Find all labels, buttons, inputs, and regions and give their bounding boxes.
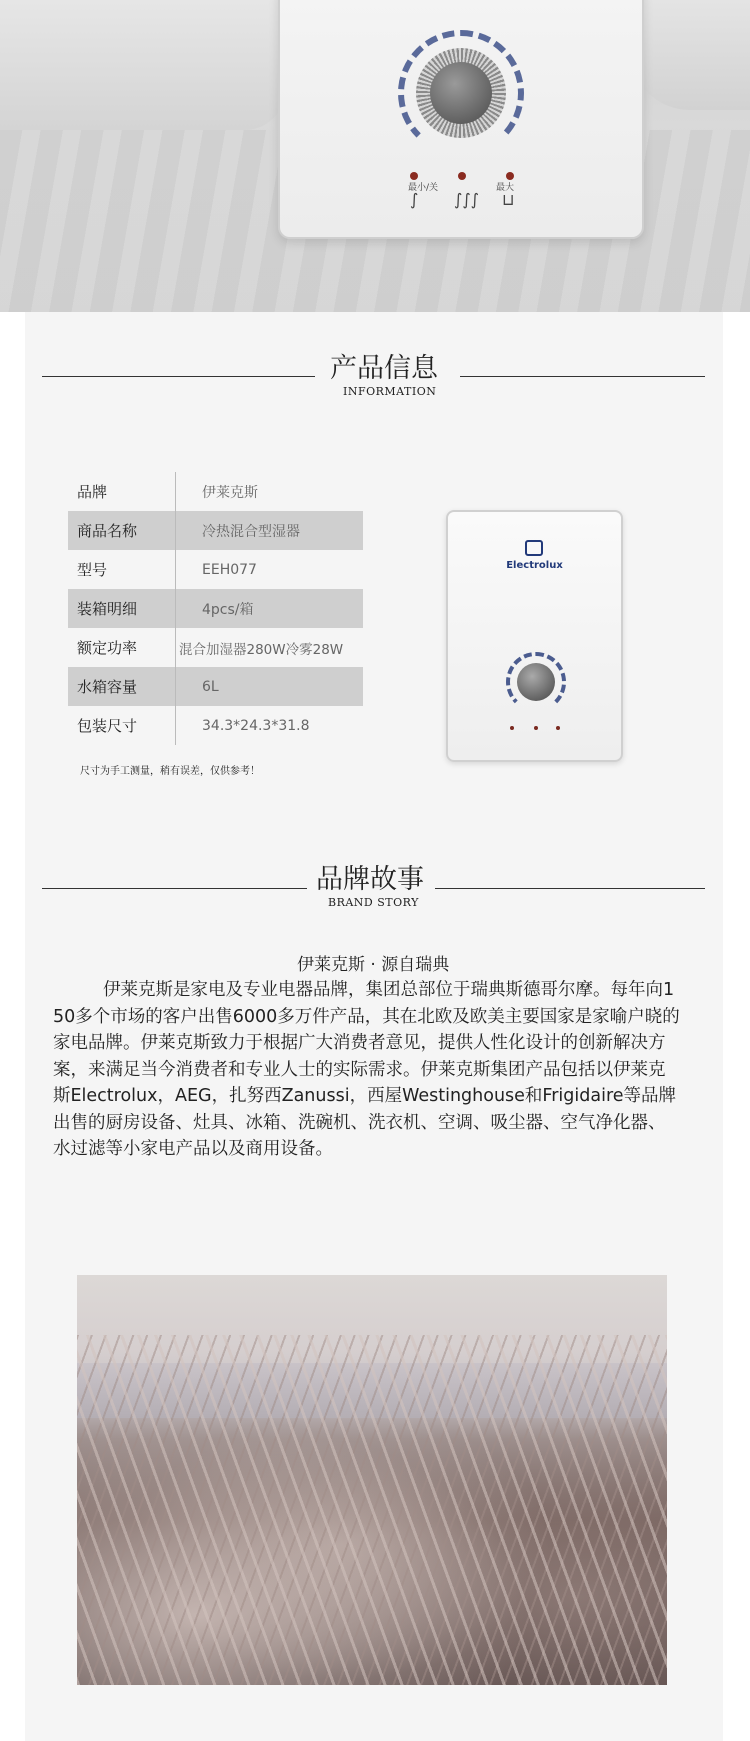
hero-product-photo	[0, 0, 750, 312]
led-3	[506, 172, 514, 180]
spec-row-model	[68, 550, 363, 589]
spec-row-power	[68, 628, 363, 667]
led-1	[410, 172, 418, 180]
info-rule-left	[42, 376, 315, 377]
triple-steam-icon: ∫∫∫	[454, 190, 480, 209]
led-2	[458, 172, 466, 180]
spec-row-tank	[68, 667, 363, 706]
spec-value: 伊莱克斯	[202, 484, 258, 501]
indicator-leds	[410, 172, 520, 182]
spec-label: 商品名称	[68, 511, 176, 550]
product-brand-text: Electrolux	[506, 560, 563, 571]
story-section-subtitle: BRAND STORY	[328, 896, 419, 909]
spec-label: 品牌	[68, 472, 176, 511]
spec-table	[68, 472, 363, 745]
story-heading: 伊莱克斯 · 源自瑞典	[297, 955, 450, 975]
humidifier-front-closeup	[278, 0, 644, 239]
spec-label: 包装尺寸	[68, 706, 176, 745]
spec-label: 水箱容量	[68, 667, 176, 706]
control-dial	[398, 30, 528, 193]
dial-knob	[430, 62, 492, 124]
mode-icons	[400, 190, 530, 210]
spec-value: 6L	[176, 667, 364, 706]
dial-label-max: 最大	[496, 183, 515, 193]
spec-row-name	[68, 511, 363, 550]
spec-row-size	[68, 706, 363, 745]
reed-grass	[77, 1335, 667, 1685]
pillow-right	[630, 0, 750, 110]
spec-value: 混合加湿器280W冷雾28W	[179, 641, 344, 658]
info-rule-right	[460, 376, 705, 377]
reed-grass-photo	[77, 1275, 667, 1685]
steam-wave-icon: ∫	[410, 190, 419, 209]
spec-note: 尺寸为手工测量，稍有误差，仅供参考！	[80, 766, 260, 777]
story-body: 伊莱克斯是家电及专业电器品牌，集团总部位于瑞典斯德哥尔摩。每年向150多个市场的客户出售6000多万件产品，其在北欧及欧美主要国家是家喻户晓的家电品牌。伊莱克斯致力于根据广大消费者意见，提供人性化设计的创新解决方案，来满足当今消费者和专业人士的实际需求。伊莱克斯集团产品包括以伊莱克斯Electrolux，AEG，扎努西Zanussi，西屋Westinghouse和Frigidaire等品牌出售的厨房设备、灶具、冰箱、洗碗机、洗衣机、空调、吸尘器、空气净化器、水过滤等小家电产品以及商用设备。	[53, 980, 680, 1159]
spec-label: 型号	[68, 550, 176, 589]
story-section-title: 品牌故事	[316, 864, 424, 895]
spec-label: 装箱明细	[68, 589, 176, 628]
product-led-2	[534, 726, 538, 730]
dial-label-min: 最小/关	[408, 183, 439, 193]
product-led-1	[510, 726, 514, 730]
product-image	[446, 510, 623, 762]
electrolux-logo-icon	[525, 540, 543, 556]
info-section-subtitle: INFORMATION	[343, 385, 437, 398]
spec-row-packing	[68, 589, 363, 628]
pillow-left	[0, 0, 285, 130]
info-section-title: 产品信息	[330, 353, 438, 384]
product-led-3	[556, 726, 560, 730]
spec-value: EEH077	[202, 561, 257, 578]
spec-value: 34.3*24.3*31.8	[202, 717, 310, 734]
spec-value: 冷热混合型湿器	[176, 511, 364, 550]
spec-row-brand	[68, 472, 363, 511]
water-tank-icon: ⊔	[502, 190, 515, 209]
product-dial-knob	[517, 663, 555, 701]
story-rule-left	[42, 888, 307, 889]
spec-label: 额定功率	[68, 628, 176, 667]
spec-value: 4pcs/箱	[176, 589, 364, 628]
story-rule-right	[435, 888, 705, 889]
